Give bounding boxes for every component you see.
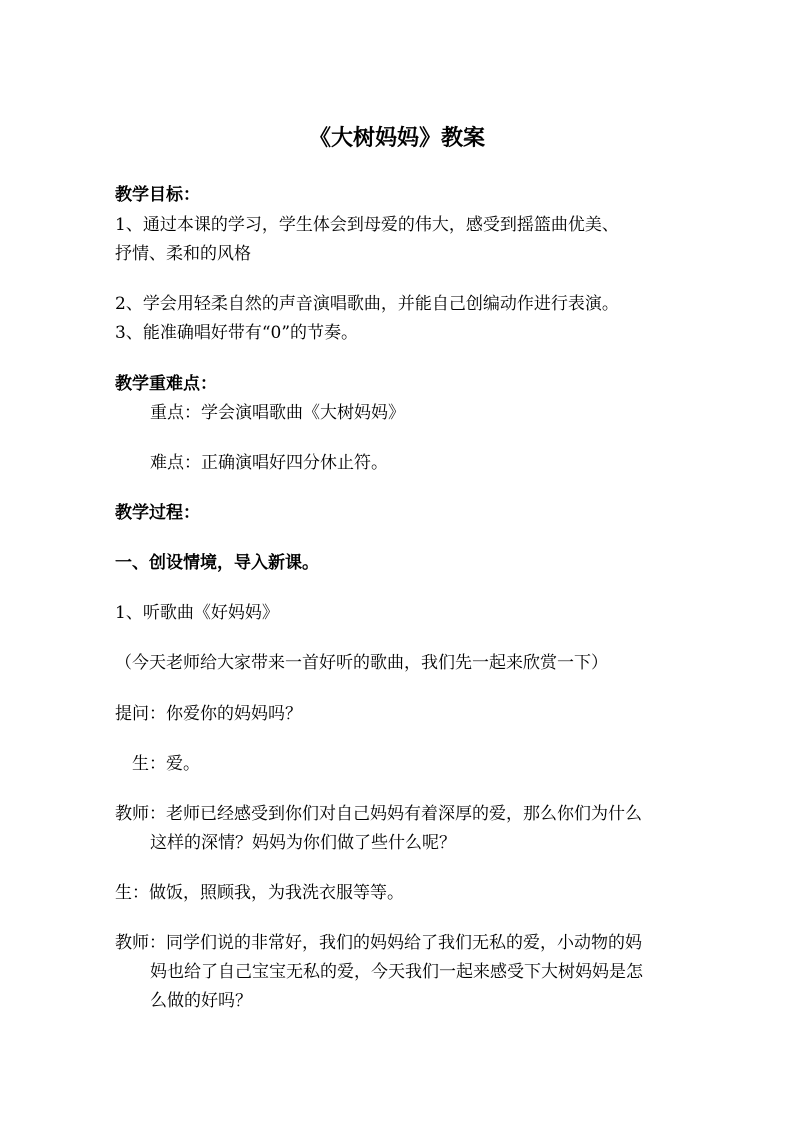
teacher-remark-1-line-2: 这样的深情？妈妈为你们做了些什么呢？ bbox=[150, 833, 456, 853]
teacher-remark-2-line-2: 妈也给了自己宝宝无私的爱，今天我们一起来感受下大树妈妈是怎 bbox=[150, 962, 643, 982]
objective-3: 3、能准确唱好带有“0”的节奏。 bbox=[115, 323, 359, 343]
key-points-heading: 教学重难点： bbox=[115, 374, 217, 394]
difficulty-point: 难点：正确演唱好四分休止符。 bbox=[150, 453, 388, 473]
student-answer-1: 生：爱。 bbox=[132, 754, 200, 774]
intro-note: （今天老师给大家带来一首好听的歌曲，我们先一起来欣赏一下） bbox=[115, 653, 608, 673]
teacher-remark-2-line-3: 么做的好吗？ bbox=[150, 991, 252, 1011]
focus-point: 重点：学会演唱歌曲《大树妈妈》 bbox=[150, 403, 405, 423]
objective-1-line-1: 1、通过本课的学习，学生体会到母爱的伟大，感受到摇篮曲优美、 bbox=[115, 215, 619, 235]
objective-1-line-2: 抒情、柔和的风格 bbox=[115, 244, 251, 264]
teacher-remark-1-line-1: 教师：老师已经感受到你们对自己妈妈有着深厚的爱，那么你们为什么 bbox=[115, 804, 642, 824]
teacher-remark-2-line-1: 教师：同学们说的非常好，我们的妈妈给了我们无私的爱，小动物的妈 bbox=[115, 933, 642, 953]
objective-2: 2、学会用轻柔自然的声音演唱歌曲，并能自己创编动作进行表演。 bbox=[115, 294, 619, 314]
teacher-question: 提问：你爱你的妈妈吗？ bbox=[115, 704, 302, 724]
student-answer-2: 生：做饭，照顾我，为我洗衣服等等。 bbox=[115, 883, 404, 903]
process-heading: 教学过程： bbox=[115, 503, 200, 523]
section-1-heading: 一、创设情境，导入新课。 bbox=[115, 553, 319, 573]
document-title: 《大树妈妈》教案 bbox=[308, 125, 485, 151]
objectives-heading: 教学目标： bbox=[115, 185, 200, 205]
step-1: 1、听歌曲《好妈妈》 bbox=[115, 603, 279, 623]
